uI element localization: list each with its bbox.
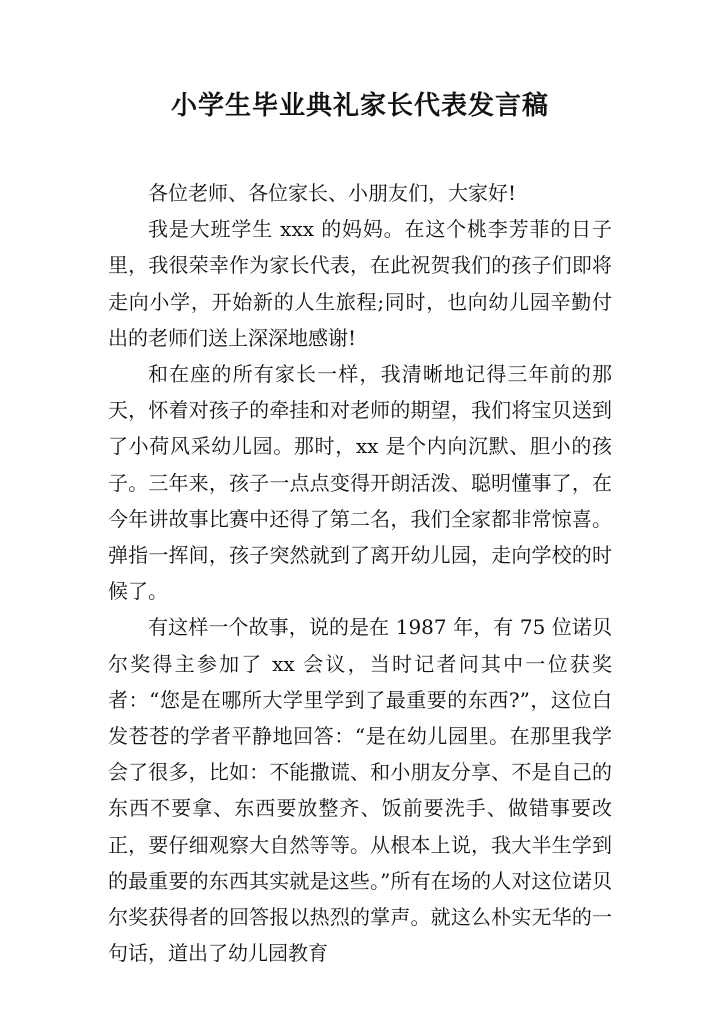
paragraph-story: 有这样一个故事，说的是在 1987 年，有 75 位诺贝尔奖得主参加了 xx 会议，当时记者问其中一位获奖者：“您是在哪所大学里学到了最重要的东西?”，这位白发苍苍的学者平静地回答：“是在幼儿园里。在那里我学会了很多，比如：不能撒谎、和小朋友分享、不是自己的东西不要拿、东西要放整齐、饭前要洗手、做错事要改正，要仔细观察大自然等等。从根本上说，我大半生学到的最重要的东西其实就是这些。”所有在场的人对这位诺贝尔奖获得者的回答报以热烈的掌声。就这么朴实无华的一句话，道出了幼儿园教育: [108, 615, 612, 966]
paragraph-memories: 和在座的所有家长一样，我清晰地记得三年前的那天，怀着对孩子的牵挂和对老师的期望，我们将宝贝送到了小荷风采幼儿园。那时，xx 是个内向沉默、胆小的孩子。三年来，孩子一点点变得开朗活泼、聪明懂事了，在今年讲故事比赛中还得了第二名，我们全家都非常惊喜。弹指一挥间，孩子突然就到了离开幼儿园，走向学校的时候了。: [108, 362, 612, 604]
document-body: [108, 175, 612, 971]
paragraph-introduction: 我是大班学生 xxx 的妈妈。在这个桃李芳菲的日子里，我很荣幸作为家长代表，在此祝贺我们的孩子们即将走向小学，开始新的人生旅程;同时，也向幼儿园辛勤付出的老师们送上深深地感谢!: [108, 217, 612, 350]
document-title: 小学生毕业典礼家长代表发言稿: [170, 91, 549, 121]
paragraph-greeting: 各位老师、各位家长、小朋友们，大家好!: [148, 181, 517, 205]
